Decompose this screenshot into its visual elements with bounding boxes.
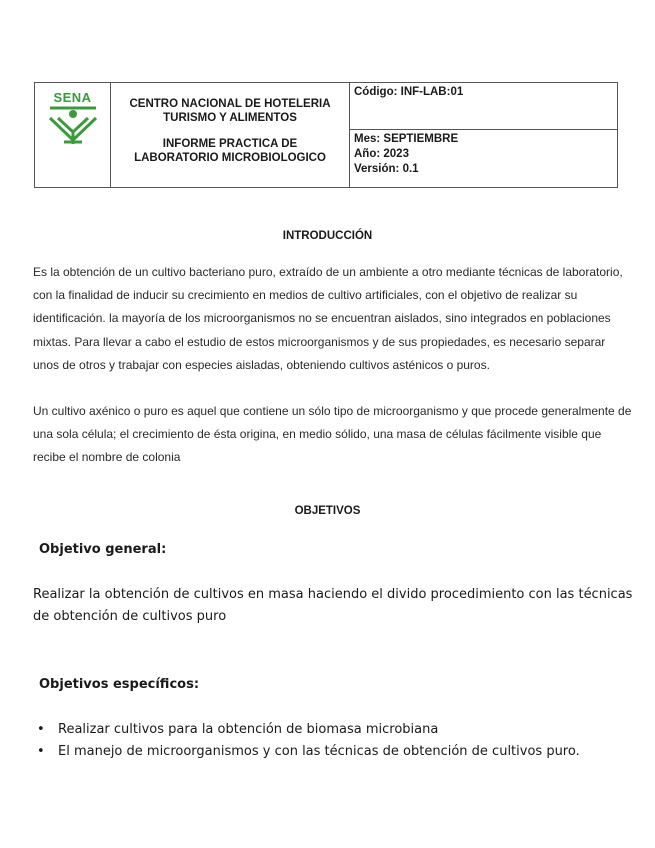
specific-objectives-heading: Objetivos específicos: (39, 677, 200, 692)
specific-objective-text: El manejo de microorganismos y con las técnicas de obtención de cultivos puro. (58, 744, 580, 759)
specific-objectives-list (33, 719, 580, 763)
introduction-title: INTRODUCCIÓN (282, 230, 373, 242)
logo-cell (35, 83, 111, 188)
title-cell (111, 83, 350, 188)
introduction-paragraph-1: Es la obtención de un cultivo bacteriano puro, extraído de un ambiente a otro mediante técnicas de laboratorio, con la finalidad de inducir su crecimiento en medios de cultivo artificiales, con el objetivo de realizar su identificación. la mayoría de los microorganismos no se encuentran aislados, sino integrados en poblaciones mixtas. Para llevar a cabo el estudio de estos microorganismos y de sus propiedades, es necesario separar unos de otros y trabajar con especies aisladas, obteniendo cultivos asténicos o puros. (33, 265, 623, 372)
bullet-icon: • (37, 744, 45, 759)
institution-line-1: CENTRO NACIONAL DE HOTELERIA (129, 98, 331, 110)
bullet-icon: • (37, 722, 45, 737)
list-item (33, 741, 580, 763)
list-item (33, 719, 580, 741)
document-code: Código: INF-LAB:01 (354, 86, 464, 98)
introduction-paragraph-2: Un cultivo axénico o puro es aquel que contiene un sólo tipo de microorganismo y que procede generalmente de una sola célula; el crecimiento de ésta origina, en medio sólido, una masa de células fácilmente visible que recibe el nombre de colonia (33, 404, 632, 465)
general-objective-heading: Objetivo general: (39, 542, 167, 557)
document-header-table (34, 82, 618, 188)
institution-line-2: TURISMO Y ALIMENTOS (163, 112, 297, 124)
sena-logo-text: SENA (53, 90, 92, 105)
objectives-title: OBJETIVOS (294, 505, 361, 517)
document-year: Año: 2023 (354, 148, 409, 160)
date-version-cell (350, 130, 618, 188)
report-title-line-1: INFORME PRACTICA DE (162, 138, 298, 150)
general-objective-text: Realizar la obtención de cultivos en masa haciendo el divido procedimiento con las técnicas de obtención de cultivos puro (33, 587, 633, 624)
document-month: Mes: SEPTIEMBRE (354, 133, 459, 145)
report-title-line-2: LABORATORIO MICROBIOLOGICO (134, 152, 326, 164)
document-version: Versión: 0.1 (354, 163, 419, 175)
sena-logo-icon (44, 104, 102, 144)
specific-objective-text: Realizar cultivos para la obtención de biomasa microbiana (58, 722, 439, 737)
code-cell (350, 83, 618, 130)
